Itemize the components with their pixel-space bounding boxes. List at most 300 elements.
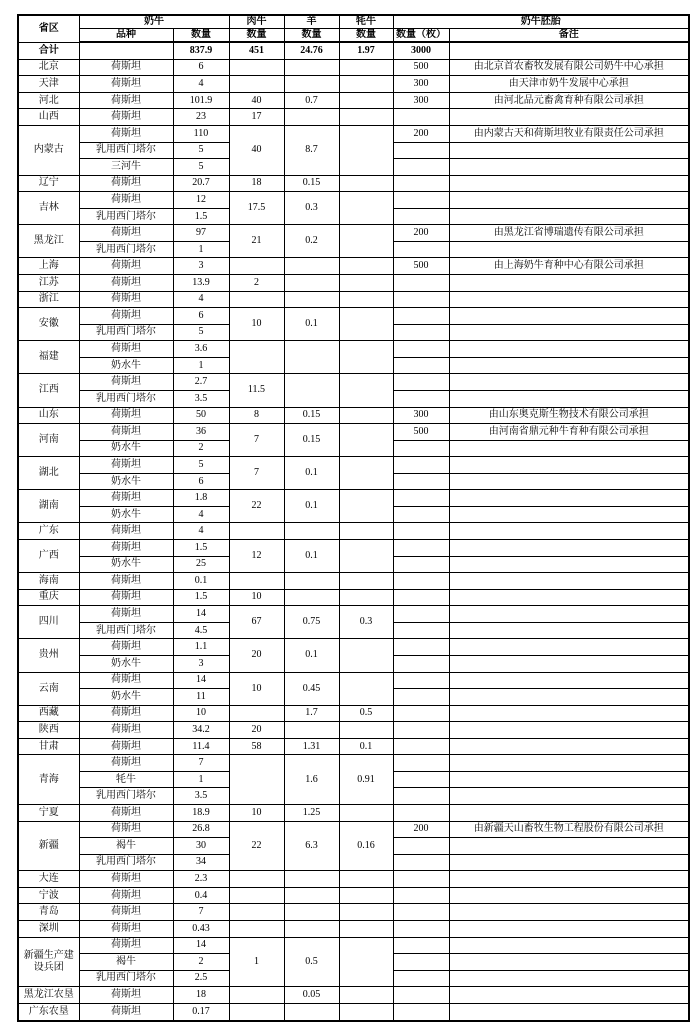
province-cell: 大连 (18, 871, 79, 888)
dairy-qty-cell: 12 (173, 192, 229, 209)
breed-cell: 荷斯坦 (79, 1003, 173, 1021)
beef-qty-cell (229, 341, 284, 374)
dairy-qty-cell: 1.5 (173, 589, 229, 606)
beef-qty-cell (229, 871, 284, 888)
dairy-qty-cell: 10 (173, 705, 229, 722)
yak-qty-cell: 0.16 (339, 821, 393, 871)
header-sheep-qty: 数量 (284, 29, 339, 43)
province-cell: 甘肃 (18, 738, 79, 755)
note-cell (449, 854, 689, 871)
embryo-qty-cell (393, 159, 449, 176)
embryo-qty-cell (393, 390, 449, 407)
dairy-qty-cell: 2.3 (173, 871, 229, 888)
embryo-qty-cell (393, 324, 449, 341)
dairy-qty-cell: 11 (173, 689, 229, 706)
breed-cell: 荷斯坦 (79, 589, 173, 606)
note-cell (449, 954, 689, 971)
beef-qty-cell: 11.5 (229, 374, 284, 407)
table-row (18, 92, 689, 109)
breed-cell: 褐牛 (79, 838, 173, 855)
yak-qty-cell (339, 523, 393, 540)
dairy-qty-cell: 4 (173, 76, 229, 93)
beef-qty-cell: 18 (229, 175, 284, 192)
breed-cell: 荷斯坦 (79, 606, 173, 623)
embryo-qty-cell (393, 308, 449, 325)
province-cell: 湖北 (18, 457, 79, 490)
dairy-qty-cell: 4 (173, 506, 229, 523)
embryo-qty-cell (393, 275, 449, 292)
breed-cell: 奶水牛 (79, 689, 173, 706)
breed-cell: 荷斯坦 (79, 407, 173, 424)
dairy-qty-cell: 0.17 (173, 1003, 229, 1021)
table-row (18, 573, 689, 590)
dairy-qty-cell: 3 (173, 655, 229, 672)
note-cell: 由黑龙江省博瑞遗传有限公司承担 (449, 225, 689, 242)
breed-cell: 荷斯坦 (79, 639, 173, 656)
beef-qty-cell (229, 523, 284, 540)
note-cell (449, 324, 689, 341)
dairy-qty-cell: 7 (173, 755, 229, 772)
dairy-qty-cell: 1.8 (173, 490, 229, 507)
note-cell (449, 473, 689, 490)
yak-qty-cell (339, 341, 393, 374)
embryo-qty-cell (393, 705, 449, 722)
breed-cell: 荷斯坦 (79, 125, 173, 142)
beef-qty-cell (229, 59, 284, 76)
yak-qty-cell (339, 904, 393, 921)
dairy-qty-cell: 23 (173, 109, 229, 126)
note-cell (449, 738, 689, 755)
beef-qty-cell (229, 258, 284, 275)
table-row (18, 805, 689, 822)
header-yak-group: 牦牛 (339, 15, 393, 29)
dairy-qty-cell: 14 (173, 937, 229, 954)
sheep-qty-cell (284, 258, 339, 275)
breed-cell: 荷斯坦 (79, 887, 173, 904)
province-cell: 浙江 (18, 291, 79, 308)
breed-cell: 乳用西门塔尔 (79, 622, 173, 639)
breed-cell: 荷斯坦 (79, 987, 173, 1004)
embryo-qty-cell: 500 (393, 258, 449, 275)
dairy-qty-cell: 1 (173, 357, 229, 374)
table-row (18, 341, 689, 358)
breed-cell: 奶水牛 (79, 506, 173, 523)
dairy-qty-cell: 6 (173, 59, 229, 76)
embryo-qty-cell: 500 (393, 424, 449, 441)
table-row (18, 871, 689, 888)
yak-qty-cell: 0.91 (339, 755, 393, 805)
table-row (18, 904, 689, 921)
embryo-qty-cell (393, 689, 449, 706)
dairy-qty-cell: 3.5 (173, 390, 229, 407)
yak-qty-cell (339, 457, 393, 490)
embryo-qty-cell (393, 904, 449, 921)
beef-qty-cell: 12 (229, 540, 284, 573)
beef-qty-cell: 20 (229, 722, 284, 739)
note-cell (449, 142, 689, 159)
sheep-qty-cell (284, 291, 339, 308)
table-row (18, 639, 689, 656)
province-cell: 河北 (18, 92, 79, 109)
dairy-qty-cell: 4.5 (173, 622, 229, 639)
note-cell (449, 291, 689, 308)
header-beef-group: 肉牛 (229, 15, 284, 29)
province-cell: 江苏 (18, 275, 79, 292)
note-cell (449, 357, 689, 374)
dairy-qty-cell: 4 (173, 291, 229, 308)
province-cell: 山东 (18, 407, 79, 424)
table-row (18, 457, 689, 474)
yak-qty-cell (339, 225, 393, 258)
note-cell: 由北京首农畜牧发展有限公司奶牛中心承担 (449, 59, 689, 76)
note-cell: 由河北品元畜禽育种有限公司承担 (449, 92, 689, 109)
sheep-qty-cell: 0.75 (284, 606, 339, 639)
header-beef-qty: 数量 (229, 29, 284, 43)
breed-cell: 荷斯坦 (79, 291, 173, 308)
note-cell (449, 540, 689, 557)
table-row (18, 76, 689, 93)
note-cell (449, 457, 689, 474)
sheep-qty-cell: 1.7 (284, 705, 339, 722)
dairy-qty-cell: 25 (173, 556, 229, 573)
dairy-qty-cell: 3 (173, 258, 229, 275)
note-cell (449, 506, 689, 523)
breed-cell: 荷斯坦 (79, 258, 173, 275)
beef-qty-cell: 67 (229, 606, 284, 639)
embryo-qty-cell (393, 175, 449, 192)
note-cell (449, 655, 689, 672)
province-cell: 黑龙江农垦 (18, 987, 79, 1004)
embryo-qty-cell (393, 937, 449, 954)
beef-qty-cell (229, 987, 284, 1004)
embryo-qty-cell: 200 (393, 821, 449, 838)
sheep-qty-cell (284, 887, 339, 904)
embryo-qty-cell (393, 506, 449, 523)
beef-qty-cell: 10 (229, 805, 284, 822)
beef-qty-cell (229, 904, 284, 921)
table-row (18, 109, 689, 126)
breed-cell: 奶水牛 (79, 655, 173, 672)
embryo-qty-cell (393, 109, 449, 126)
breed-cell: 乳用西门塔尔 (79, 970, 173, 987)
province-cell: 云南 (18, 672, 79, 705)
table-row (18, 821, 689, 838)
breed-cell: 奶水牛 (79, 357, 173, 374)
note-cell (449, 275, 689, 292)
dairy-qty-cell: 110 (173, 125, 229, 142)
sheep-qty-cell (284, 523, 339, 540)
dairy-qty-cell: 14 (173, 672, 229, 689)
note-cell (449, 987, 689, 1004)
embryo-qty-cell: 300 (393, 92, 449, 109)
sheep-qty-cell: 0.1 (284, 639, 339, 672)
breed-cell: 荷斯坦 (79, 573, 173, 590)
table-row (18, 275, 689, 292)
sheep-qty-cell: 8.7 (284, 125, 339, 175)
table-row (18, 887, 689, 904)
yak-qty-cell (339, 424, 393, 457)
note-cell (449, 109, 689, 126)
breed-cell: 荷斯坦 (79, 738, 173, 755)
dairy-qty-cell: 6 (173, 473, 229, 490)
note-cell (449, 192, 689, 209)
dairy-qty-cell: 101.9 (173, 92, 229, 109)
breed-cell: 乳用西门塔尔 (79, 390, 173, 407)
beef-qty-cell: 7 (229, 457, 284, 490)
beef-qty-cell: 40 (229, 125, 284, 175)
breed-cell: 乳用西门塔尔 (79, 208, 173, 225)
note-cell (449, 887, 689, 904)
livestock-table (17, 14, 690, 1022)
province-cell: 山西 (18, 109, 79, 126)
breed-cell: 荷斯坦 (79, 59, 173, 76)
sheep-qty-cell: 0.1 (284, 490, 339, 523)
embryo-qty-cell (393, 970, 449, 987)
note-cell (449, 1003, 689, 1021)
yak-qty-cell (339, 76, 393, 93)
dairy-qty-cell: 11.4 (173, 738, 229, 755)
sheep-qty-cell (284, 722, 339, 739)
dairy-qty-cell: 2.7 (173, 374, 229, 391)
embryo-qty-cell (393, 738, 449, 755)
beef-qty-cell: 17 (229, 109, 284, 126)
embryo-qty-cell: 3000 (393, 42, 449, 59)
table-row (18, 672, 689, 689)
province-cell: 江西 (18, 374, 79, 407)
breed-cell: 荷斯坦 (79, 424, 173, 441)
dairy-qty-cell: 5 (173, 324, 229, 341)
sheep-qty-cell: 0.7 (284, 92, 339, 109)
sheep-qty-cell: 0.3 (284, 192, 339, 225)
breed-cell: 荷斯坦 (79, 672, 173, 689)
dairy-qty-cell: 1.1 (173, 639, 229, 656)
table-row (18, 125, 689, 142)
province-cell: 重庆 (18, 589, 79, 606)
breed-cell: 荷斯坦 (79, 805, 173, 822)
header-dairy-qty: 数量 (173, 29, 229, 43)
header-row-1 (18, 15, 689, 29)
province-cell: 新疆生产建设兵团 (18, 937, 79, 987)
sheep-qty-cell (284, 109, 339, 126)
embryo-qty-cell (393, 341, 449, 358)
table-row (18, 1003, 689, 1021)
sheep-qty-cell (284, 76, 339, 93)
breed-cell: 三河牛 (79, 159, 173, 176)
province-cell: 宁波 (18, 887, 79, 904)
embryo-qty-cell (393, 838, 449, 855)
note-cell (449, 788, 689, 805)
sheep-qty-cell (284, 1003, 339, 1021)
breed-cell: 荷斯坦 (79, 722, 173, 739)
breed-cell: 乳用西门塔尔 (79, 324, 173, 341)
province-cell: 福建 (18, 341, 79, 374)
dairy-qty-cell: 1 (173, 771, 229, 788)
sheep-qty-cell: 1.6 (284, 755, 339, 805)
province-cell: 安徽 (18, 308, 79, 341)
province-cell: 辽宁 (18, 175, 79, 192)
note-cell (449, 705, 689, 722)
sheep-qty-cell (284, 589, 339, 606)
beef-qty-cell: 20 (229, 639, 284, 672)
table-row (18, 258, 689, 275)
yak-qty-cell (339, 871, 393, 888)
breed-cell: 荷斯坦 (79, 341, 173, 358)
dairy-qty-cell: 20.7 (173, 175, 229, 192)
breed-cell: 荷斯坦 (79, 308, 173, 325)
note-cell (449, 937, 689, 954)
yak-qty-cell (339, 275, 393, 292)
yak-qty-cell (339, 920, 393, 937)
breed-cell: 荷斯坦 (79, 490, 173, 507)
province-cell: 湖南 (18, 490, 79, 523)
embryo-qty-cell (393, 672, 449, 689)
province-cell: 广西 (18, 540, 79, 573)
dairy-qty-cell: 2.5 (173, 970, 229, 987)
embryo-qty-cell (393, 722, 449, 739)
embryo-qty-cell (393, 887, 449, 904)
sheep-qty-cell: 0.15 (284, 407, 339, 424)
dairy-qty-cell: 4 (173, 523, 229, 540)
yak-qty-cell (339, 639, 393, 672)
header-dairy-group: 奶牛 (79, 15, 229, 29)
embryo-qty-cell (393, 556, 449, 573)
province-cell: 黑龙江 (18, 225, 79, 258)
dairy-qty-cell: 1.5 (173, 208, 229, 225)
table-header (18, 15, 689, 42)
breed-cell: 荷斯坦 (79, 937, 173, 954)
dairy-qty-cell: 837.9 (173, 42, 229, 59)
embryo-qty-cell (393, 854, 449, 871)
breed-cell: 荷斯坦 (79, 109, 173, 126)
note-cell: 由内蒙古天和荷斯坦牧业有限责任公司承担 (449, 125, 689, 142)
header-embryo-group: 奶牛胚胎 (393, 15, 689, 29)
dairy-qty-cell: 5 (173, 457, 229, 474)
province-cell: 青岛 (18, 904, 79, 921)
breed-cell: 荷斯坦 (79, 755, 173, 772)
breed-cell: 乳用西门塔尔 (79, 854, 173, 871)
note-cell (449, 920, 689, 937)
yak-qty-cell: 0.5 (339, 705, 393, 722)
sheep-qty-cell (284, 374, 339, 407)
yak-qty-cell (339, 258, 393, 275)
sheep-qty-cell: 0.5 (284, 937, 339, 987)
sheep-qty-cell: 6.3 (284, 821, 339, 871)
note-cell (449, 556, 689, 573)
beef-qty-cell: 1 (229, 937, 284, 987)
yak-qty-cell (339, 1003, 393, 1021)
beef-qty-cell (229, 291, 284, 308)
embryo-qty-cell (393, 589, 449, 606)
embryo-qty-cell (393, 639, 449, 656)
dairy-qty-cell: 3.5 (173, 788, 229, 805)
embryo-qty-cell: 300 (393, 407, 449, 424)
table-row (18, 225, 689, 242)
beef-qty-cell (229, 76, 284, 93)
yak-qty-cell (339, 589, 393, 606)
note-cell (449, 440, 689, 457)
embryo-qty-cell (393, 805, 449, 822)
embryo-qty-cell (393, 987, 449, 1004)
breed-cell: 荷斯坦 (79, 192, 173, 209)
beef-qty-cell: 22 (229, 821, 284, 871)
note-cell (449, 871, 689, 888)
breed-cell (79, 42, 173, 59)
beef-qty-cell: 10 (229, 308, 284, 341)
beef-qty-cell: 10 (229, 589, 284, 606)
province-cell: 天津 (18, 76, 79, 93)
sheep-qty-cell: 1.31 (284, 738, 339, 755)
table-row (18, 987, 689, 1004)
dairy-qty-cell: 36 (173, 424, 229, 441)
note-cell: 由天津市奶牛发展中心承担 (449, 76, 689, 93)
note-cell: 由上海奶牛育种中心有限公司承担 (449, 258, 689, 275)
breed-cell: 奶水牛 (79, 440, 173, 457)
dairy-qty-cell: 0.4 (173, 887, 229, 904)
note-cell: 由河南省鼎元种牛育种有限公司承担 (449, 424, 689, 441)
embryo-qty-cell (393, 473, 449, 490)
yak-qty-cell (339, 573, 393, 590)
note-cell (449, 755, 689, 772)
sheep-qty-cell (284, 871, 339, 888)
province-cell: 广东 (18, 523, 79, 540)
sheep-qty-cell: 0.15 (284, 424, 339, 457)
breed-cell: 荷斯坦 (79, 175, 173, 192)
embryo-qty-cell (393, 357, 449, 374)
header-row-2 (18, 29, 689, 43)
province-cell: 宁夏 (18, 805, 79, 822)
dairy-qty-cell: 0.1 (173, 573, 229, 590)
yak-qty-cell (339, 92, 393, 109)
beef-qty-cell: 10 (229, 672, 284, 705)
yak-qty-cell (339, 722, 393, 739)
dairy-qty-cell: 6 (173, 308, 229, 325)
note-cell (449, 970, 689, 987)
note-cell (449, 805, 689, 822)
note-cell: 由新疆天山畜牧生物工程股份有限公司承担 (449, 821, 689, 838)
table-row (18, 175, 689, 192)
note-cell (449, 490, 689, 507)
table-row (18, 59, 689, 76)
breed-cell: 奶水牛 (79, 473, 173, 490)
header-yak-qty: 数量 (339, 29, 393, 43)
yak-qty-cell (339, 291, 393, 308)
table-row (18, 606, 689, 623)
note-cell (449, 42, 689, 59)
yak-qty-cell (339, 192, 393, 225)
note-cell (449, 341, 689, 358)
note-cell (449, 589, 689, 606)
yak-qty-cell (339, 887, 393, 904)
note-cell (449, 241, 689, 258)
province-cell: 深圳 (18, 920, 79, 937)
yak-qty-cell (339, 308, 393, 341)
breed-cell: 乳用西门塔尔 (79, 241, 173, 258)
header-breed: 品种 (79, 29, 173, 43)
table-row (18, 523, 689, 540)
sheep-qty-cell (284, 920, 339, 937)
breed-cell: 褐牛 (79, 954, 173, 971)
note-cell (449, 904, 689, 921)
header-embryo-qty: 数量（枚） (393, 29, 449, 43)
header-province: 省区 (18, 15, 79, 42)
embryo-qty-cell (393, 920, 449, 937)
sheep-qty-cell: 0.1 (284, 540, 339, 573)
yak-qty-cell (339, 59, 393, 76)
embryo-qty-cell (393, 374, 449, 391)
embryo-qty-cell (393, 540, 449, 557)
table-row (18, 42, 689, 59)
beef-qty-cell: 58 (229, 738, 284, 755)
